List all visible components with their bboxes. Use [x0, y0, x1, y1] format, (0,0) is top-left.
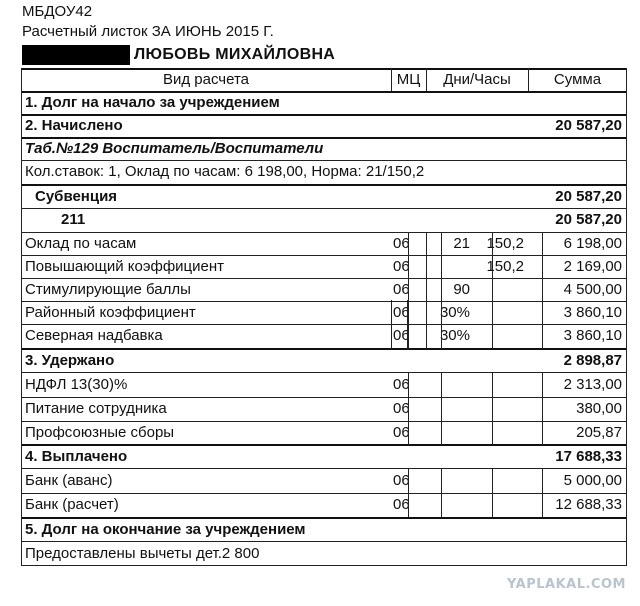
payment-label: Банк (расчет) — [25, 496, 119, 513]
divider — [21, 468, 627, 469]
site-watermark: YAPLAKAL.COM — [507, 577, 626, 592]
employee-name-row — [22, 44, 335, 66]
column-separator — [408, 372, 409, 445]
accrual-hours — [472, 278, 526, 301]
column-separator — [492, 468, 493, 517]
divider — [21, 493, 627, 494]
tab-number-position: Таб.№129 Воспитатель/Воспитатели — [25, 140, 324, 157]
divider — [21, 114, 627, 116]
subvention-row — [21, 185, 627, 208]
section-paid-row — [21, 445, 627, 468]
column-separator — [408, 232, 409, 349]
table-row — [21, 397, 627, 420]
column-separator — [441, 372, 442, 445]
accrual-sum: 3 860,10 — [563, 304, 622, 321]
accrual-hours — [472, 301, 526, 324]
divider — [21, 541, 627, 542]
section-paid-sum: 17 688,33 — [555, 448, 622, 465]
table-row — [21, 493, 627, 516]
column-separator — [542, 468, 543, 517]
column-separator — [441, 232, 442, 349]
accrual-days: 90 — [453, 281, 470, 298]
deduction-sum: 205,87 — [576, 424, 622, 441]
section-debt-end-label: 5. Долг на окончание за учреждением — [25, 521, 306, 538]
accrual-days: 21 — [453, 235, 470, 252]
section-accrued-sum: 20 587,20 — [555, 117, 622, 134]
accrual-hours — [472, 324, 526, 347]
divider — [21, 348, 627, 350]
column-separator — [492, 372, 493, 445]
footer-note-row — [21, 542, 627, 565]
accrual-sum: 2 169,00 — [563, 258, 622, 275]
deduction-mc: 06 — [393, 376, 410, 393]
divider — [21, 278, 627, 279]
accrual-days: 30% — [439, 327, 470, 344]
column-separator — [408, 468, 409, 517]
table-row — [21, 232, 627, 255]
column-separator — [426, 68, 427, 91]
rate-info: Кол.ставок: 1, Оклад по часам: 6 198,00, Норма: 21/150,2 — [25, 163, 425, 180]
divider — [21, 160, 627, 161]
payment-sum: 12 688,33 — [555, 496, 622, 513]
section-withheld-row — [21, 349, 627, 372]
divider — [21, 301, 627, 302]
table-header-row — [21, 68, 627, 91]
accrual-mc: 06 — [393, 327, 410, 344]
subvention-label: Субвенция — [35, 188, 118, 205]
table-top-border — [21, 68, 627, 70]
payslip-title: Расчетный листок ЗА ИЮНЬ 2015 Г. — [22, 23, 274, 40]
deductions-provided-note: Предоставлены вычеты дет.2 800 — [25, 545, 260, 562]
accrual-hours: 150,2 — [486, 235, 524, 252]
col-sum-header: Сумма — [553, 71, 602, 88]
accrual-sum: 6 198,00 — [563, 235, 622, 252]
section-accrued-row — [21, 114, 627, 137]
accrual-days — [426, 255, 472, 278]
payment-sum: 5 000,00 — [563, 472, 622, 489]
col-days-hours-header: Дни/Часы — [443, 71, 511, 88]
section-debt-start-row — [21, 91, 627, 114]
redacted-surname-block — [22, 45, 130, 65]
column-separator — [542, 232, 543, 349]
section-paid-label: 4. Выплачено — [25, 448, 128, 465]
accrual-mc: 06 — [393, 235, 410, 252]
accrual-label: Стимулирующие баллы — [25, 281, 191, 298]
divider — [21, 421, 627, 422]
accrual-label: Оклад по часам — [25, 235, 137, 252]
accrual-mc: 06 — [393, 304, 410, 321]
table-row — [21, 373, 627, 396]
accrual-days: 30% — [439, 304, 470, 321]
table-row — [21, 255, 627, 278]
accrual-mc: 06 — [393, 281, 410, 298]
organization-name: МБДОУ42 — [22, 3, 93, 20]
table-left-border — [21, 68, 22, 566]
accrual-sum: 3 860,10 — [563, 327, 622, 344]
table-row — [21, 301, 627, 324]
divider — [21, 184, 627, 186]
accrual-sum: 4 500,00 — [563, 281, 622, 298]
table-bottom-border — [21, 565, 627, 566]
divider — [21, 137, 627, 139]
col-type-header: Вид расчета — [162, 71, 250, 88]
table-right-border — [626, 68, 627, 566]
column-separator — [441, 468, 442, 517]
tab-number-row — [21, 137, 627, 160]
table-row — [21, 278, 627, 301]
section-accrued-label: 2. Начислено — [25, 117, 123, 134]
subvention-sum: 20 587,20 — [555, 188, 622, 205]
column-separator — [528, 68, 529, 91]
employee-name: ЛЮБОВЬ МИХАЙЛОВНА — [134, 46, 336, 63]
divider — [21, 232, 627, 233]
section-withheld-label: 3. Удержано — [25, 352, 115, 369]
column-separator — [391, 68, 392, 91]
accrual-mc: 06 — [393, 258, 410, 275]
deduction-label: НДФЛ 13(30)% — [25, 376, 128, 393]
col-mc-header: МЦ — [396, 71, 421, 88]
deduction-mc: 06 — [393, 400, 410, 417]
divider — [21, 397, 627, 398]
deduction-label: Питание сотрудника — [25, 400, 167, 417]
column-separator — [391, 300, 392, 349]
code-211-label: 211 — [61, 211, 86, 228]
column-separator — [492, 232, 493, 349]
accrual-label: Повышающий коэффициент — [25, 258, 225, 275]
deduction-sum: 380,00 — [576, 400, 622, 417]
divider — [21, 324, 627, 325]
section-debt-start-label: 1. Долг на начало за учреждением — [25, 94, 280, 111]
divider — [21, 517, 627, 519]
payslip-table — [21, 68, 627, 566]
divider — [21, 208, 627, 209]
deduction-mc: 06 — [393, 424, 410, 441]
divider — [21, 255, 627, 256]
payment-mc: 06 — [393, 472, 410, 489]
accrual-hours: 150,2 — [486, 258, 524, 275]
table-row — [21, 324, 627, 347]
section-withheld-sum: 2 898,87 — [563, 352, 622, 369]
rate-info-row — [21, 160, 627, 183]
divider — [21, 444, 627, 446]
divider — [21, 372, 627, 373]
section-debt-end-row — [21, 518, 627, 541]
payment-mc: 06 — [393, 496, 410, 513]
deduction-label: Профсоюзные сборы — [25, 424, 175, 441]
deduction-sum: 2 313,00 — [563, 376, 622, 393]
column-separator — [542, 372, 543, 445]
table-row — [21, 421, 627, 444]
accrual-label: Районный коэффициент — [25, 304, 196, 321]
column-separator — [426, 232, 427, 349]
payment-label: Банк (аванс) — [25, 472, 113, 489]
header-bottom-border — [21, 91, 627, 93]
table-row — [21, 469, 627, 492]
code-211-row — [21, 208, 627, 231]
code-211-sum: 20 587,20 — [555, 211, 622, 228]
accrual-label: Северная надбавка — [25, 327, 163, 344]
